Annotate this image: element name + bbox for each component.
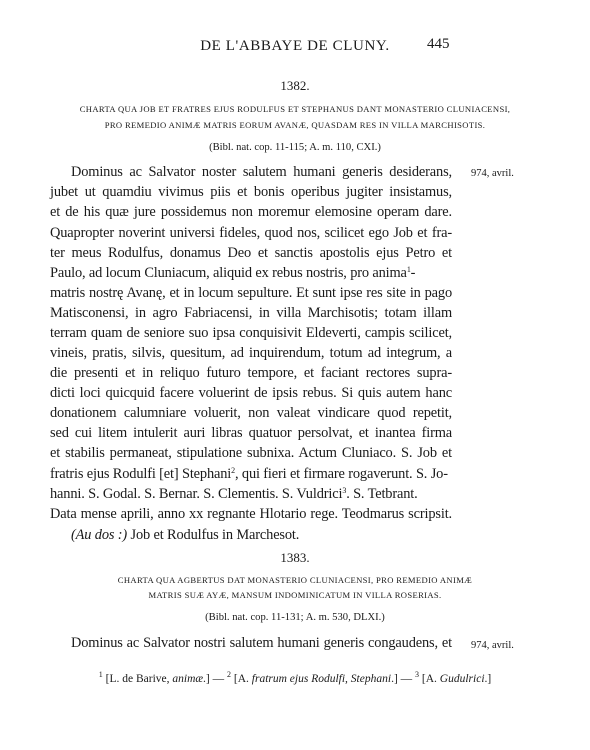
page-number: 445 xyxy=(427,36,450,52)
charter-title-line: CHARTA QUA AGBERTUS DAT MONASTERIO CLUNIACENSI, PRO REMEDIO ANIMÆ xyxy=(117,575,473,585)
body-text-line: terram quam de seniore suo ipsa conquisivit Eldeverti, campis scilicet, xyxy=(50,325,452,341)
charter-number: 1382. xyxy=(280,78,310,93)
body-text-line: sed cui litem intulerit auri libras quatuor persolvat, et inantea firma xyxy=(50,425,452,441)
footnote-marker: 1 xyxy=(406,265,411,274)
footnote-text-italic: Gudulrici xyxy=(439,673,485,685)
footnote-marker: 2 xyxy=(231,466,235,475)
body-text-line: donationem calumniare voluerit, non valeat vindicare quod repetit, xyxy=(50,405,452,421)
hyphen: - xyxy=(410,265,416,281)
footnote-text: [A. xyxy=(419,673,440,685)
endorsement-line xyxy=(71,527,473,544)
body-text-line: dicti loci quicquid facere voluerint de ipsis rebus. Si quis autem hanc xyxy=(50,385,452,401)
body-text-segment: fratris ejus Rodulfi [et] Stephani xyxy=(50,466,232,482)
body-text-line: Quapropter noverint universi fideles, quod nos, scilicet ego Job et fra- xyxy=(50,225,452,241)
footnote-number: 2 xyxy=(227,670,232,679)
charter-source-reference: (Bibl. nat. cop. 11-131; A. m. 530, DLXI.) xyxy=(205,612,385,623)
footnote-text: .] — xyxy=(203,673,228,685)
charter-source-reference: (Bibl. nat. cop. 11-115; A. m. 110, CXI.) xyxy=(209,142,381,153)
charter-title-line: PRO REMEDIO ANIMÆ MATRIS EORUM AVANÆ, QUASDAM RES IN VILLA MARCHISOTIS. xyxy=(104,120,486,130)
body-text-line: Dominus ac Salvator noster salutem humani generis desiderans, xyxy=(71,164,452,180)
body-text-line: et de his quæ jure possidemus non moremur elemosine operam dare. xyxy=(50,204,452,220)
body-text-line: jubet ut quamdiu vivimus piis et bonis operibus jugiter insistamus, xyxy=(50,184,452,200)
body-text-line: matris nostrę Avanę, et in locum sepulture. Et sunt ipse res site in pago xyxy=(50,285,452,301)
footnote-text-italic: animæ xyxy=(172,673,204,685)
body-text-segment: , qui fieri et firmare rogaverunt. S. Jo- xyxy=(235,466,448,482)
margin-date: 974, avril. xyxy=(471,640,514,651)
body-text-line xyxy=(50,265,452,282)
body-text-line: et stabilis permaneat, stipulatione subnixa. Actum Cluniaco. S. Job et xyxy=(50,445,452,461)
endorsement-label: (Au dos :) xyxy=(71,527,128,543)
charter-title-line: MATRIS SUÆ AYÆ, MANSUM INDOMINICATUM IN VILLA ROSERIAS. xyxy=(148,590,442,600)
body-text-line: Dominus ac Salvator nostri salutem humani generis congaudens, et xyxy=(71,635,452,651)
body-text-segment: hanni. S. Godal. S. Bernar. S. Clementis. S. Vuldrici xyxy=(50,486,343,502)
body-text-line: die presenti et in reliquo futuro tempore, et faciant rectores supra- xyxy=(50,365,452,381)
charter-title-line: CHARTA QUA JOB ET FRATRES EJUS RODULFUS ET STEPHANUS DANT MONASTERIO CLUNIACENSI, xyxy=(79,104,511,114)
footnote-number: 3 xyxy=(415,670,420,679)
body-text-line: Data mense aprili, anno xx regnante Hlotario rege. Teodmarus scripsit. xyxy=(50,506,452,522)
running-header-title: DE L'ABBAYE DE CLUNY. xyxy=(200,38,390,54)
footnote-text: .] xyxy=(484,673,492,685)
footnote-text-italic: fratrum ejus Rodulfi, Stephani xyxy=(251,673,392,685)
footnote-number: 1 xyxy=(98,670,103,679)
margin-date: 974, avril. xyxy=(471,168,514,179)
footnote-text: .] — xyxy=(391,673,416,685)
body-text-line xyxy=(50,466,452,483)
endorsement-text: Job et Rodulfus in Marchesot. xyxy=(127,527,300,543)
body-text-line: Matisconensi, in agro Fabriacensi, in villa Marchisotis; totam illam xyxy=(50,305,452,321)
body-text-line: vineis, pratis, silvis, quesitum, ad inquirendum, totum ad integrum, a xyxy=(50,345,452,361)
footnote-marker: 3 xyxy=(342,486,347,495)
body-text-line xyxy=(50,486,452,503)
body-text-segment: . S. Tetbrant. xyxy=(346,486,418,502)
footnote-text: [A. xyxy=(231,673,252,685)
footnotes xyxy=(0,670,590,685)
body-text-line: ter meus Rodulfus, donamus Deo et sanctis apostolis ejus Petro et xyxy=(50,245,452,261)
body-text-segment: Paulo, ad locum Cluniacum, aliquid ex rebus nostris, pro anima xyxy=(50,265,407,281)
footnote-text: [L. de Barive, xyxy=(102,673,173,685)
charter-number: 1383. xyxy=(280,550,310,565)
